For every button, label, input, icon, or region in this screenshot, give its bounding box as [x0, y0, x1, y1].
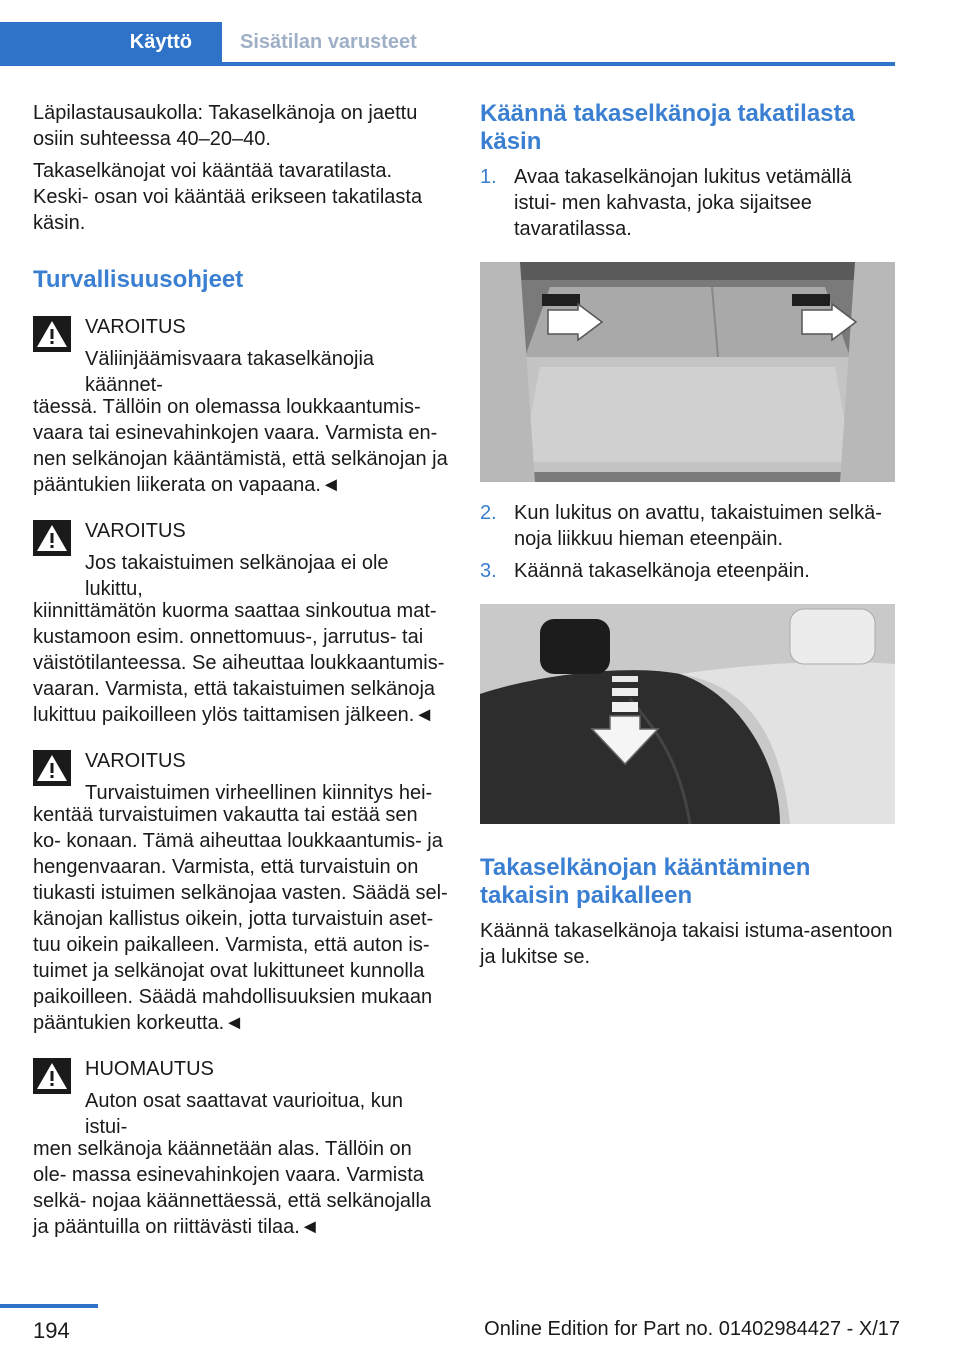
fold-from-rear-heading: Käännä takaselkänoja takatilasta käsin [480, 100, 855, 155]
footer-rule [0, 1304, 98, 1308]
step-number: 3. [480, 560, 497, 582]
step-text: Avaa takaselkänojan lukitus vetämällä istui‐ men kahvasta, joka sijaitsee tavaratilassa. [514, 166, 852, 240]
left-column [33, 100, 448, 1240]
warning-triangle-icon [33, 316, 71, 352]
step-number: 2. [480, 502, 497, 524]
notice-body: men selkänoja käännetään alas. Tällöin on ole‐ massa esinevahinkojen vaara. Varmista selkä‐ nojaa käännettäessä, että selkänojalla ja pääntuilla on riittävästi tilaa.◄ [33, 1138, 432, 1238]
warning-block [33, 742, 448, 1036]
warning-triangle-icon [33, 520, 71, 556]
list-item [480, 164, 895, 242]
right-column [480, 100, 895, 976]
step-text: Kun lukitus on avattu, takaistuimen selkä‐ noja liikkuu hieman eteenpäin. [514, 502, 882, 550]
intro-paragraph-1: Läpilastausaukolla: Takaselkänoja on jaettu osiin suhteessa 40–20–40. [33, 102, 418, 150]
fold-back-paragraph: Käännä takaselkänoja takaisi istuma-asentoon ja lukitse se. [480, 920, 893, 968]
intro [33, 100, 448, 236]
steps-list [480, 500, 895, 584]
warning-body: täessä. Tällöin on olemassa loukkaantumis‐ vaara tai esinevahinkojen vaara. Varmista en‐ nen selkänojan kääntämistä, että selkänojan ja pääntukien liikerata on vapaana.◄ [33, 396, 448, 496]
notice-block [33, 1050, 448, 1240]
warning-block [33, 512, 448, 728]
warning-triangle-icon [33, 1058, 71, 1094]
list-item [480, 500, 895, 552]
warning-body: kiinnittämätön kuorma saattaa sinkoutua mat‐ kustamoon esim. onnettomuus-, jarrutus- tai väistötilanteessa. Se aiheuttaa loukkaantumis‐ vaaran. Varmista, että takaistuimen selkänoja lukittuu paikoilleen ylös taittamisen jälkeen.◄ [33, 600, 445, 726]
warning-title: VAROITUS [85, 316, 186, 338]
warning-first-line: Väliinjäämisvaara takaselkänojia käännet‐ [85, 348, 375, 396]
page-number: 194 [33, 1318, 70, 1343]
fold-back-heading: Takaselkänojan kääntäminen takaisin paikalleen [480, 854, 811, 909]
list-item [480, 558, 895, 584]
tab-kaytto[interactable]: Käyttö [0, 22, 222, 62]
step-text: Käännä takaselkänoja eteenpäin. [514, 560, 810, 582]
tab-section[interactable]: Sisätilan varusteet [240, 30, 417, 53]
steps-list [480, 164, 895, 242]
warning-title: VAROITUS [85, 520, 186, 542]
warning-first-line: Jos takaistuimen selkänojaa ei ole lukittu, [85, 552, 389, 600]
intro-paragraph-2: Takaselkänojat voi kääntää tavaratilasta. Keski‐ osan voi kääntää erikseen takatilasta käsin. [33, 160, 423, 234]
notice-title: HUOMAUTUS [85, 1058, 214, 1080]
trunk-image [480, 262, 895, 482]
warning-title: VAROITUS [85, 750, 186, 772]
step-number: 1. [480, 166, 497, 188]
notice-first-line: Auton osat saattavat vaurioitua, kun istui‐ [85, 1090, 403, 1138]
warning-first-line: Turvaistuimen virheellinen kiinnitys hei‐ [85, 782, 433, 804]
warning-body: kentää turvaistuimen vakautta tai estää sen ko‐ konaan. Tämä aiheuttaa loukkaantumis- ja hengenvaaran. Varmista, että turvaistuin on tiukasti istuimen selkänojaa vasten. Säädä sel‐ känojan kallistus oikein, jotta turvaistuin aset‐ tuu oikein paikalleen. Varmista, että auton is‐ tuimet ja selkänojat ovat lukittuneet kunnolla paikoilleen. Säädä mahdollisuuksien mukaan pääntukien korkeutta.◄ [33, 804, 448, 1034]
safety-heading: Turvallisuusohjeet [33, 266, 244, 293]
edition-footer: Online Edition for Part no. 01402984427 - X/17 [484, 1318, 900, 1340]
warning-block [33, 308, 448, 498]
warning-triangle-icon [33, 750, 71, 786]
rear-seat-image [480, 604, 895, 824]
